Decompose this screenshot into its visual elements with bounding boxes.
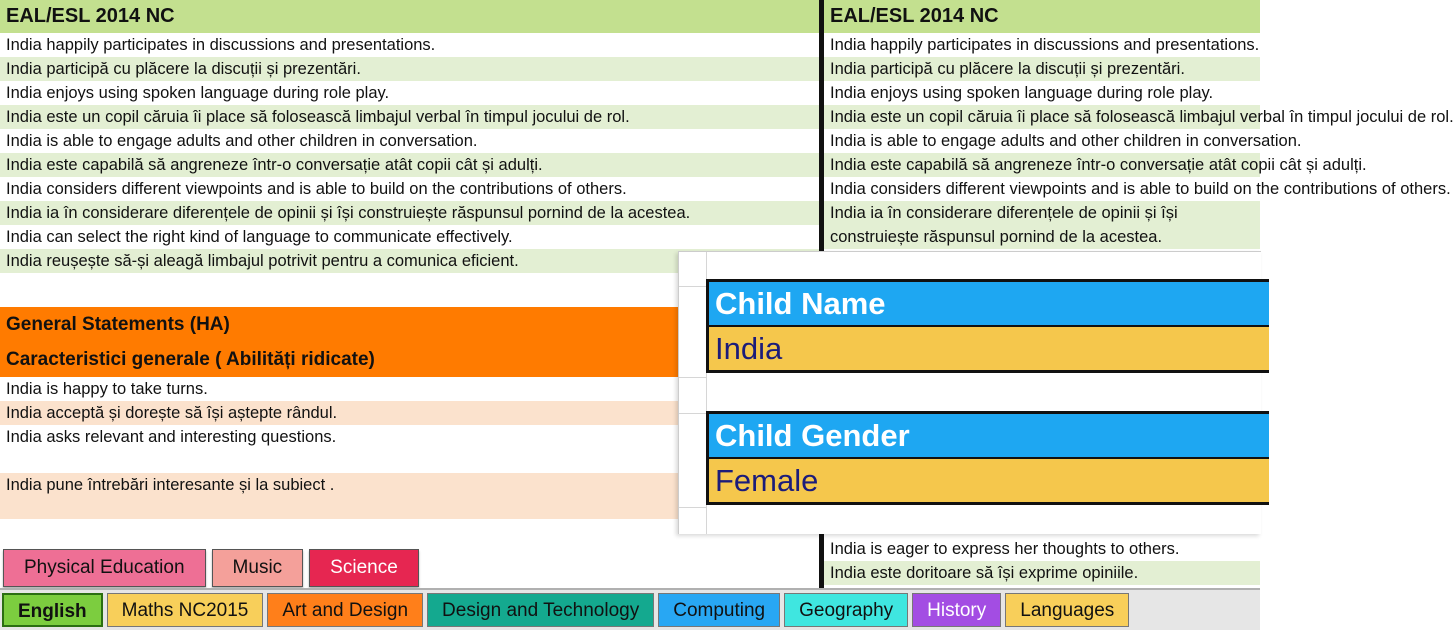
tab-music[interactable]: Music — [212, 549, 304, 587]
statement-row[interactable]: India participă cu plăcere la discuții și prezentări. — [0, 57, 820, 81]
tab-physical-education[interactable]: Physical Education — [3, 549, 206, 587]
gridline — [679, 286, 706, 287]
statement-row[interactable]: India este doritoare să își exprime opiniile. — [824, 561, 1260, 585]
statement-row[interactable]: India enjoys using spoken language during role play. — [0, 81, 820, 105]
statement-row[interactable]: India este capabilă să angreneze într-o conversație atât copii cât și adulți. — [824, 153, 1260, 177]
statement-row[interactable]: India participă cu plăcere la discuții și prezentări. — [824, 57, 1260, 81]
right-bottom-rows — [824, 537, 1260, 585]
child-gender-card — [706, 411, 1269, 505]
child-name-field[interactable]: India — [709, 327, 1269, 370]
statement-row[interactable]: India is happy to take turns. — [0, 377, 820, 401]
child-name-label: Child Name — [709, 282, 1269, 327]
tab-maths-nc2015[interactable]: Maths NC2015 — [107, 593, 264, 627]
subject-subtabs — [0, 544, 419, 588]
eal-header: EAL/ESL 2014 NC — [0, 0, 820, 33]
statement-row[interactable]: India reușește să-și aleagă limbajul potrivit pentru a comunica eficient. — [0, 249, 820, 273]
tab-geography[interactable]: Geography — [784, 593, 908, 627]
child-name-card — [706, 279, 1269, 373]
statement-row[interactable]: India is able to engage adults and other children in conversation. — [824, 129, 1260, 153]
sheet-tab-bar — [0, 588, 1260, 630]
statement-row[interactable]: India considers different viewpoints and is able to build on the contributions of others. — [824, 177, 1260, 201]
child-gender-label: Child Gender — [709, 414, 1269, 459]
section-title-ro: Caracteristici generale ( Abilități ridicate) — [6, 349, 375, 370]
statement-row[interactable]: India ia în considerare diferențele de opinii și își construiește răspunsul pornind de la acestea. — [0, 201, 820, 225]
statement-row[interactable]: India este un copil căruia îi place să folosească limbajul verbal în timpul jocului de rol. — [0, 105, 820, 129]
statement-row[interactable]: India acceptă și dorește să își aștepte rândul. — [0, 401, 820, 425]
statement-row[interactable]: India asks relevant and interesting questions. — [0, 425, 820, 473]
gridline — [679, 413, 706, 414]
section-title-en: General Statements (HA) — [6, 314, 230, 335]
tab-english[interactable]: English — [2, 593, 103, 627]
statement-row[interactable]: India is eager to express her thoughts to others. — [824, 537, 1260, 561]
gridline — [679, 507, 706, 508]
tab-computing[interactable]: Computing — [658, 593, 780, 627]
statement-row[interactable]: India can select the right kind of language to communicate effectively. — [0, 225, 820, 249]
tab-history[interactable]: History — [912, 593, 1001, 627]
statement-row[interactable]: India este un copil căruia îi place să folosească limbajul verbal în timpul jocului de rol. — [824, 105, 1260, 129]
child-gender-field[interactable]: Female — [709, 459, 1269, 502]
tab-design-and-technology[interactable]: Design and Technology — [427, 593, 654, 627]
tab-languages[interactable]: Languages — [1005, 593, 1129, 627]
statement-row[interactable]: India enjoys using spoken language during role play. — [824, 81, 1260, 105]
eal-header: EAL/ESL 2014 NC — [824, 0, 1260, 33]
statement-row[interactable]: India happily participates in discussions and presentations. — [0, 33, 820, 57]
gridline — [679, 377, 706, 378]
tab-art-and-design[interactable]: Art and Design — [267, 593, 423, 627]
statement-row[interactable]: India pune întrebări interesante și la subiect . — [0, 473, 820, 519]
statement-row[interactable]: India ia în considerare diferențele de opinii și își construiește răspunsul pornind de la acestea. — [824, 201, 1260, 249]
child-info-panel — [678, 251, 1261, 534]
statement-row[interactable]: India este capabilă să angreneze într-o conversație atât copii cât și adulți. — [0, 153, 820, 177]
statement-row[interactable]: India happily participates in discussions and presentations. — [824, 33, 1260, 57]
grid-column — [679, 252, 707, 534]
statement-row[interactable]: India is able to engage adults and other children in conversation. — [0, 129, 820, 153]
tab-science[interactable]: Science — [309, 549, 419, 587]
statement-row[interactable]: India considers different viewpoints and is able to build on the contributions of others. — [0, 177, 820, 201]
